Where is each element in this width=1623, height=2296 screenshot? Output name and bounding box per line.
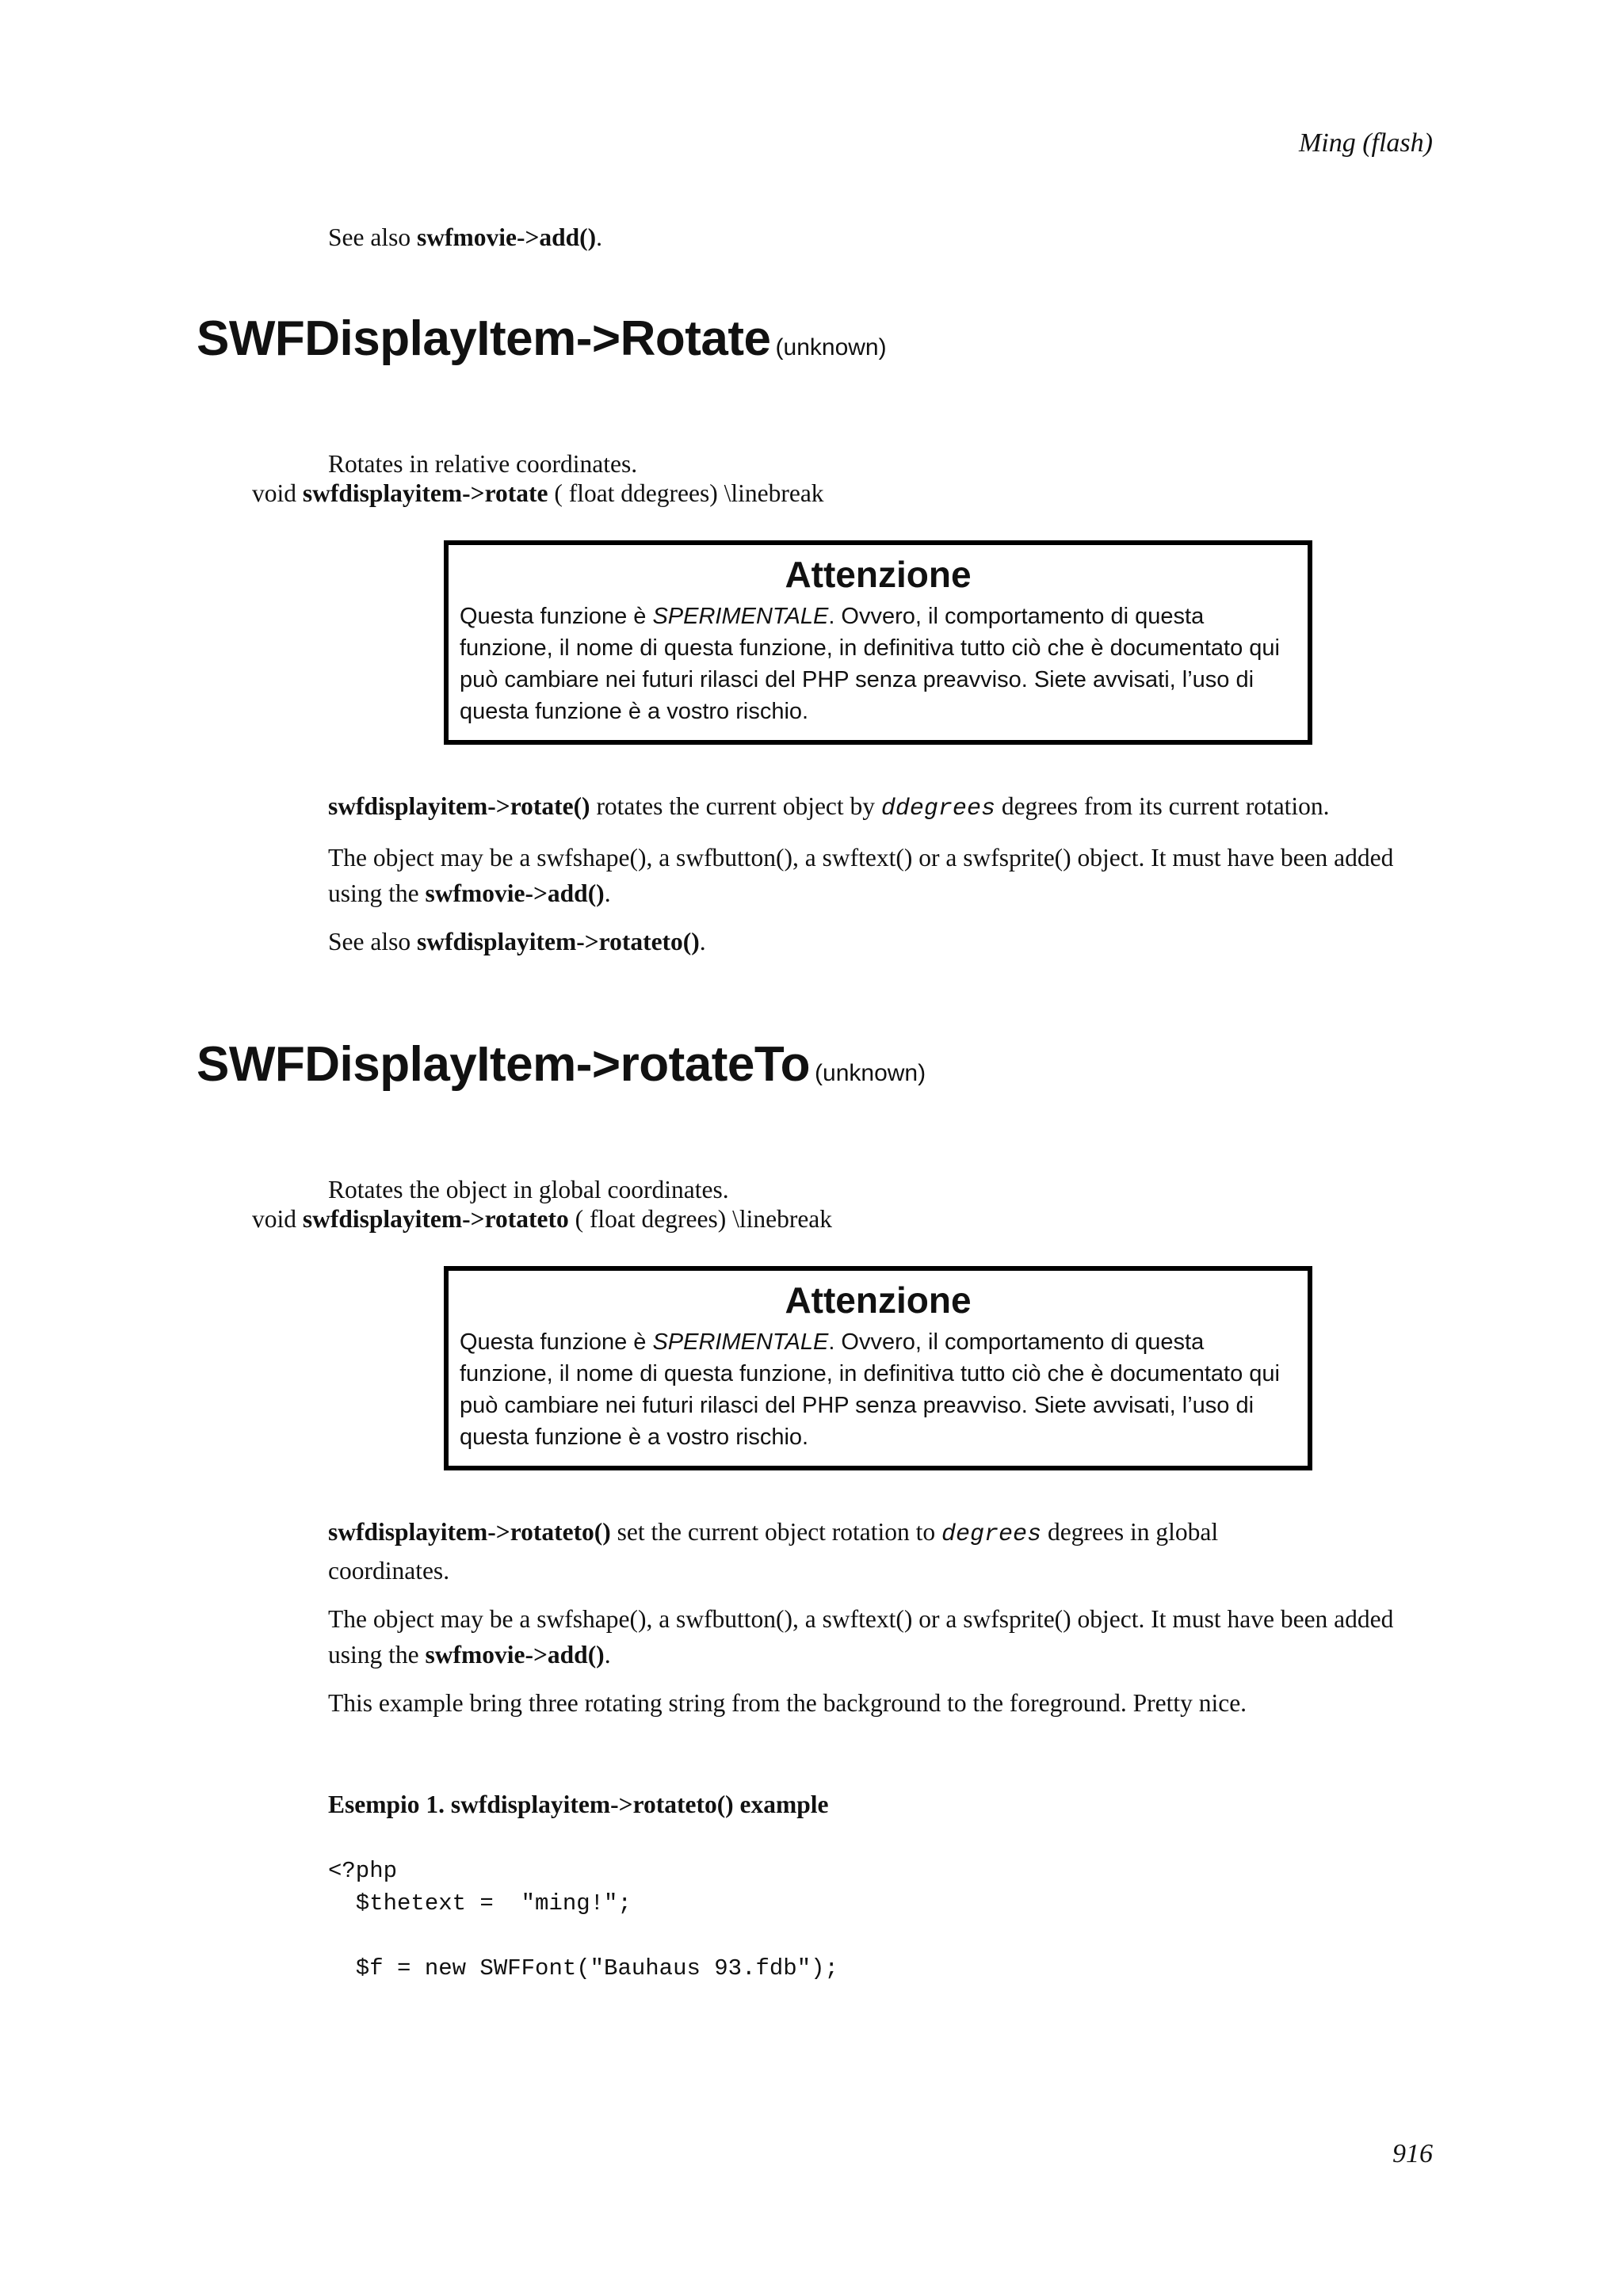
warning-text bbox=[460, 601, 1296, 727]
warning-box bbox=[444, 1266, 1312, 1470]
section-version: (unknown) bbox=[775, 334, 887, 360]
see-also-line bbox=[328, 924, 1438, 959]
warning-rest: . Ovvero, il comportamento di questa funzione, il nome di questa funzione, in definitiva tutto ciò che è documentato qui può cambiare nei futuri rilasci del PHP senza preavviso. Siete avvisati, l’uso di questa funzione è a vostro rischio. bbox=[460, 1329, 1280, 1450]
object-note-link[interactable]: swfmovie->add() bbox=[425, 1641, 605, 1669]
description-block bbox=[328, 788, 1438, 959]
section-title-rotate bbox=[197, 311, 887, 367]
object-note bbox=[328, 840, 1438, 911]
warning-prefix: Questa funzione è bbox=[460, 604, 653, 629]
function-synopsis bbox=[252, 1205, 832, 1234]
section-title-text: SWFDisplayItem->Rotate bbox=[197, 311, 771, 366]
warning-emph: SPERIMENTALE bbox=[652, 604, 829, 629]
synopsis-func: swfdisplayitem->rotateto bbox=[302, 1205, 569, 1233]
description-func: swfdisplayitem->rotateto() bbox=[328, 1518, 611, 1546]
object-note bbox=[328, 1601, 1438, 1672]
description-paragraph bbox=[328, 1514, 1335, 1589]
running-header: Ming (flash) bbox=[1298, 128, 1433, 158]
warning-text bbox=[460, 1326, 1296, 1453]
parameter-name: degrees bbox=[941, 1521, 1042, 1548]
see-also-end: . bbox=[699, 928, 706, 955]
object-note-text: The object may be a swfshape(), a swfbutton(), a swftext() or a swfsprite() object. It must have been added using the bbox=[328, 844, 1394, 907]
warning-box bbox=[444, 540, 1312, 745]
see-also-link[interactable]: swfmovie->add() bbox=[416, 223, 597, 251]
object-note-text: The object may be a swfshape(), a swfbutton(), a swftext() or a swfsprite() object. It must have been added using the bbox=[328, 1605, 1394, 1669]
see-also-suffix: . bbox=[596, 223, 603, 251]
example-title: Esempio 1. swfdisplayitem->rotateto() example bbox=[328, 1790, 829, 1818]
purpose-line: Rotates in relative coordinates. bbox=[328, 449, 638, 478]
synopsis-type: void bbox=[252, 1205, 303, 1233]
example-intro: This example bring three rotating string from the background to the foreground. Pretty nice. bbox=[328, 1689, 1247, 1717]
function-synopsis bbox=[252, 479, 824, 508]
section-title-rotateto bbox=[197, 1036, 926, 1093]
warning-emph: SPERIMENTALE bbox=[652, 1329, 829, 1355]
synopsis-func: swfdisplayitem->rotate bbox=[302, 479, 548, 507]
section-title-text: SWFDisplayItem->rotateTo bbox=[197, 1037, 811, 1092]
object-note-end: . bbox=[604, 1641, 611, 1669]
purpose-line: Rotates the object in global coordinates. bbox=[328, 1175, 729, 1203]
description-block bbox=[328, 1514, 1438, 1721]
description-end: degrees from its current rotation. bbox=[995, 792, 1330, 820]
description-func: swfdisplayitem->rotate() bbox=[328, 792, 590, 820]
object-note-link[interactable]: swfmovie->add() bbox=[425, 879, 605, 907]
object-note-end: . bbox=[604, 879, 611, 907]
page-number: 916 bbox=[1392, 2139, 1433, 2168]
synopsis-type: void bbox=[252, 479, 303, 507]
see-also-prefix: See also bbox=[328, 223, 417, 251]
section-version: (unknown) bbox=[815, 1060, 926, 1086]
warning-rest: . Ovvero, il comportamento di questa funzione, il nome di questa funzione, in definitiva tutto ciò che è documentato qui può cambiare nei futuri rilasci del PHP senza preavviso. Siete avvisati, l’uso di questa funzione è a vostro rischio. bbox=[460, 604, 1280, 724]
parameter-name: ddegrees bbox=[880, 795, 995, 822]
description-end: degrees in global coordinates. bbox=[328, 1518, 1219, 1585]
see-also-link[interactable]: swfdisplayitem->rotateto() bbox=[416, 928, 700, 955]
code-example: <?php $thetext = "ming!"; $f = new SWFFont("Bauhaus 93.fdb"); bbox=[328, 1858, 838, 1981]
description-paragraph bbox=[328, 788, 1438, 827]
see-also-prefix: See also bbox=[328, 928, 417, 955]
synopsis-params: ( float degrees) \linebreak bbox=[568, 1205, 833, 1233]
synopsis-params: ( float ddegrees) \linebreak bbox=[548, 479, 824, 507]
description-mid: rotates the current object by bbox=[590, 792, 881, 820]
description-mid: set the current object rotation to bbox=[610, 1518, 942, 1546]
warning-prefix: Questa funzione è bbox=[460, 1329, 653, 1355]
warning-title: Attenzione bbox=[785, 554, 972, 595]
see-also-line bbox=[328, 219, 1438, 255]
warning-title: Attenzione bbox=[785, 1280, 972, 1321]
